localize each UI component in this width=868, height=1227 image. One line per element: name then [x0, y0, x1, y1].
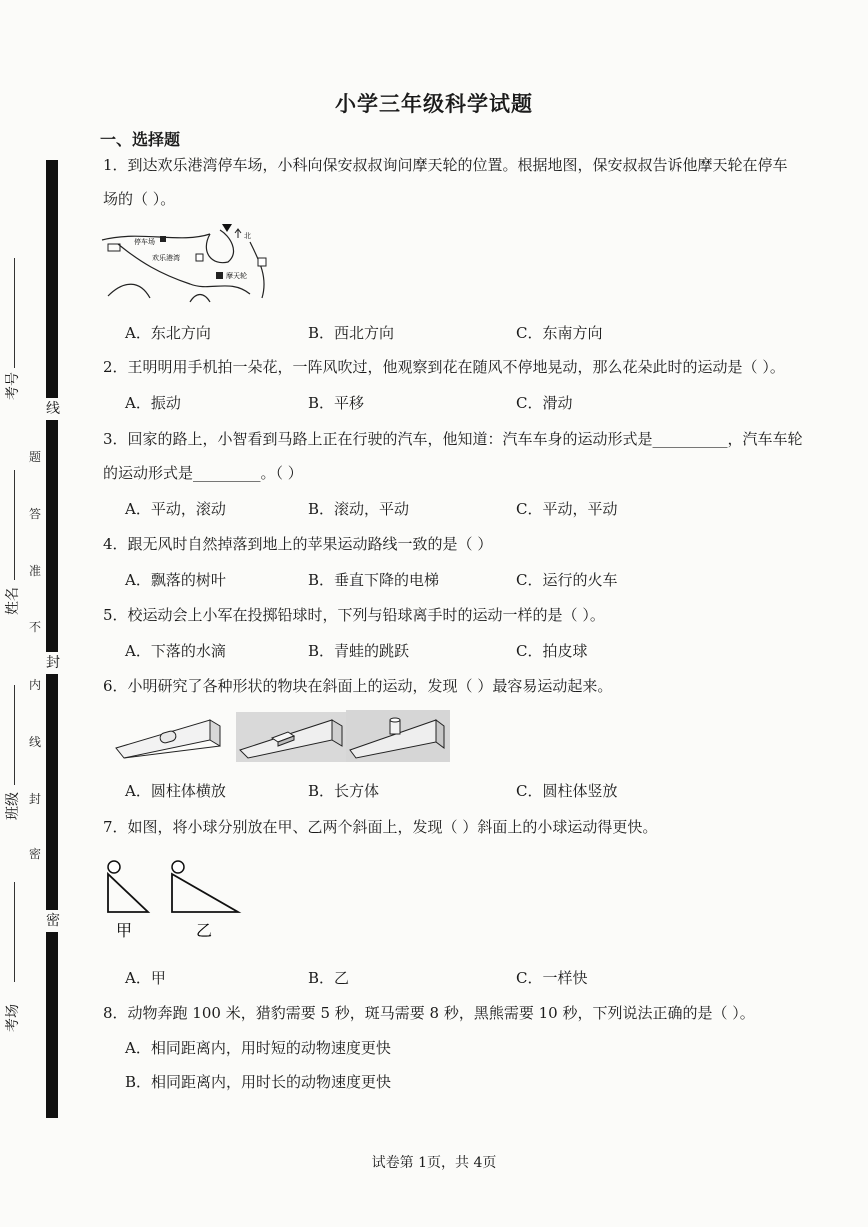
kaochang-write-line: [14, 882, 15, 982]
question-4-stem: 4．跟无风时自然掉落到地上的苹果运动路线一致的是（ ）: [103, 535, 493, 553]
question-2-option-a[interactable]: A．振动: [125, 394, 181, 412]
label-kaohao: 考号: [5, 372, 21, 400]
binding-strip-lower: [46, 674, 58, 910]
question-1-option-a[interactable]: A．东北方向: [125, 324, 211, 342]
question-8-option-b[interactable]: B．相同距离内，用时长的动物速度更快: [125, 1073, 392, 1091]
seal-char: 不: [28, 620, 41, 634]
question-3-option-b[interactable]: B．滚动，平动: [308, 500, 410, 518]
binding-strip-middle: [46, 420, 58, 652]
question-1-option-b[interactable]: B．西北方向: [308, 324, 395, 342]
map-label-parking: 停车场: [134, 238, 155, 246]
label-banji: 班级: [5, 792, 21, 820]
section-heading: 一、选择题: [100, 130, 181, 149]
binding-strip-bottom: [46, 932, 58, 1118]
seal-char: 密: [28, 847, 41, 861]
label-xingming: 姓名: [5, 587, 21, 615]
question-1-map: [100, 222, 275, 304]
question-6-option-a[interactable]: A．圆柱体横放: [125, 782, 226, 800]
banji-write-line: [14, 685, 15, 785]
question-6-option-c[interactable]: C．圆柱体竖放: [516, 782, 618, 800]
binding-mark-feng: 封: [44, 652, 62, 672]
page-title: 小学三年级科学试题: [335, 91, 533, 116]
binding-strip-upper: [46, 160, 58, 400]
label-kaochang: 考场: [5, 1004, 21, 1032]
seal-char: 内: [28, 678, 41, 692]
map-label-wheel: 摩天轮: [226, 272, 247, 280]
binding-mark-mi: 密: [44, 910, 62, 930]
figure-label-jia: 甲: [116, 921, 133, 940]
map-label-north: 北: [244, 232, 251, 240]
binding-mark-xian: 线: [44, 398, 62, 418]
question-5-stem: 5．校运动会上小军在投掷铅球时，下列与铅球离手时的运动一样的是（ ）。: [103, 606, 605, 624]
question-2-option-c[interactable]: C．滑动: [516, 394, 573, 412]
question-4-option-c[interactable]: C．运行的火车: [516, 571, 618, 589]
question-7-stem: 7．如图，将小球分别放在甲、乙两个斜面上，发现（ ）斜面上的小球运动得更快。: [103, 818, 658, 836]
question-5-option-a[interactable]: A．下落的水滴: [125, 642, 226, 660]
question-3-option-c[interactable]: C．平动，平动: [516, 500, 618, 518]
question-2-option-b[interactable]: B．平移: [308, 394, 365, 412]
seal-char: 答: [28, 507, 41, 521]
question-3-stem: [103, 422, 828, 490]
xingming-write-line: [14, 470, 15, 580]
question-1-stem: [103, 148, 828, 216]
question-7-option-a[interactable]: A．甲: [125, 969, 166, 987]
question-7-option-c[interactable]: C．一样快: [516, 969, 588, 987]
question-3-option-a[interactable]: A．平动，滚动: [125, 500, 226, 518]
question-5-option-b[interactable]: B．青蛙的跳跃: [308, 642, 410, 660]
question-7-figure: [104, 856, 246, 940]
seal-char: 线: [28, 735, 41, 749]
question-7-option-b[interactable]: B．乙: [308, 969, 350, 987]
question-3-line-1: 3．回家的路上，小智看到马路上正在行驶的汽车，他知道：汽车车身的运动形式是__________，汽车车轮: [103, 430, 803, 448]
question-6-slope-cylinder-lying: [112, 712, 227, 762]
question-1-option-c[interactable]: C．东南方向: [516, 324, 603, 342]
question-1-line-1: 1．到达欢乐港湾停车场，小科向保安叔叔询问摩天轮的位置。根据地图，保安叔叔告诉他摩天轮在停车: [103, 156, 788, 174]
question-2-stem: 2．王明明用手机拍一朵花，一阵风吹过，他观察到花在随风不停地晃动，那么花朵此时的运动是（ ）。: [103, 358, 785, 376]
figure-label-yi: 乙: [196, 921, 213, 940]
page-footer: 试卷第 1页，共 4页: [371, 1155, 497, 1171]
question-6-option-b[interactable]: B．长方体: [308, 782, 380, 800]
seal-char: 题: [28, 450, 41, 464]
question-8-stem: 8．动物奔跑 100 米，猎豹需要 5 秒，斑马需要 8 秒，黑熊需要 10 秒，下列说法正确的是（ ）。: [103, 1004, 755, 1022]
seal-char: 封: [28, 792, 41, 806]
question-4-option-a[interactable]: A．飘落的树叶: [125, 571, 226, 589]
question-4-option-b[interactable]: B．垂直下降的电梯: [308, 571, 440, 589]
question-6-slope-cuboid: [236, 712, 351, 762]
question-6-slope-cylinder-standing: [346, 710, 450, 762]
map-label-port: 欢乐港湾: [152, 254, 180, 262]
question-6-stem: 6．小明研究了各种形状的物块在斜面上的运动，发现（ ）最容易运动起来。: [103, 677, 613, 695]
question-3-line-2: 的运动形式是_________。（ ）: [103, 464, 303, 482]
question-5-option-c[interactable]: C．拍皮球: [516, 642, 588, 660]
seal-char: 准: [28, 564, 41, 578]
question-1-line-2: 场的（ ）。: [103, 190, 176, 208]
question-8-option-a[interactable]: A．相同距离内，用时短的动物速度更快: [125, 1039, 391, 1057]
kaohao-write-line: [14, 258, 15, 368]
